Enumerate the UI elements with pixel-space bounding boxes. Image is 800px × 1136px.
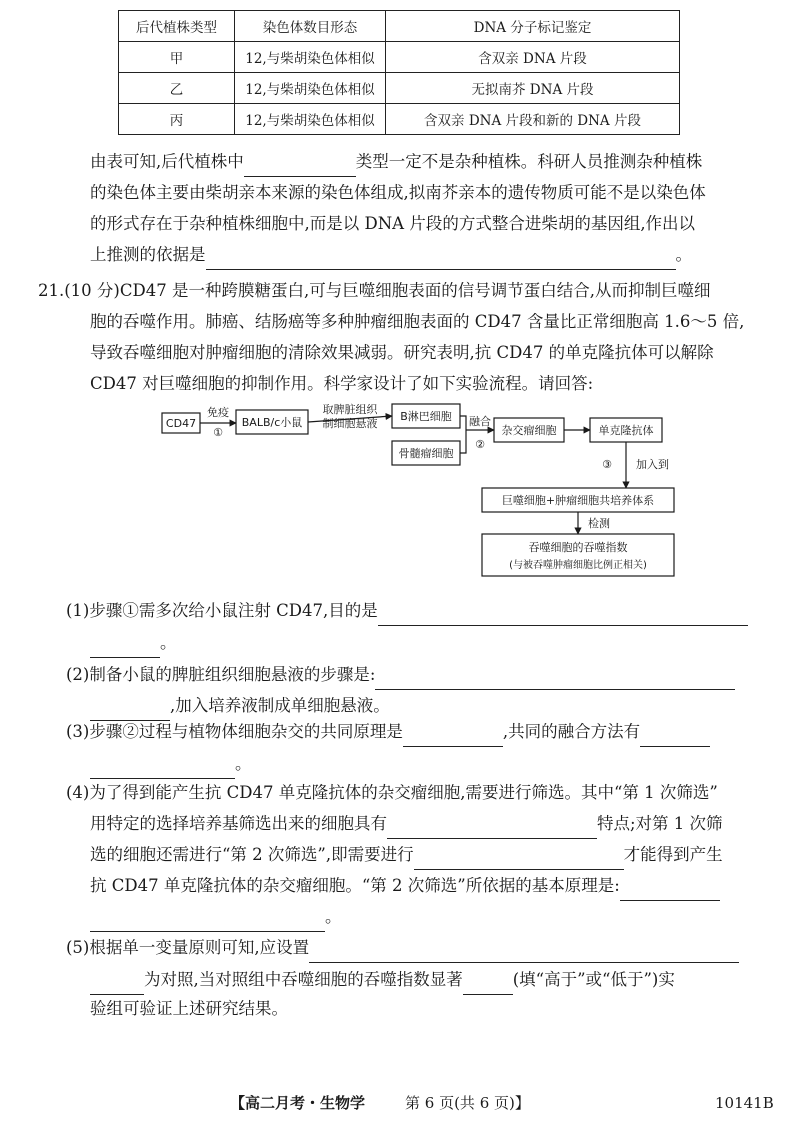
index-label-1: 吞噬细胞的吞噬指数 <box>528 541 628 554</box>
step-2-label: ② <box>475 438 485 451</box>
step-1-label: ① <box>213 426 223 439</box>
experiment-flow-diagram <box>160 398 680 584</box>
answer-blank[interactable] <box>206 249 676 270</box>
dna-marker-table <box>118 10 680 135</box>
q4-line-5: 。 <box>90 902 342 932</box>
q5-line-3: 验组可验证上述研究结果。 <box>90 999 288 1018</box>
q1-line-1: (1)步骤①需多次给小鼠注射 CD47,目的是 <box>66 596 748 626</box>
answer-blank[interactable] <box>463 974 513 995</box>
answer-blank[interactable] <box>387 818 597 839</box>
answer-blank[interactable] <box>403 726 503 747</box>
answer-blank[interactable] <box>90 637 160 658</box>
spleen-label-1: 取脾脏组织 <box>322 403 378 416</box>
q5-line-1: (5)根据单一变量原则可知,应设置 <box>66 933 739 963</box>
q2-line-1: (2)制备小鼠的脾脏组织细胞悬液的步骤是: <box>66 660 735 690</box>
spleen-label-2: 制细胞悬液 <box>322 417 378 430</box>
answer-blank[interactable] <box>378 605 748 626</box>
coculture-label: 巨噬细胞+肿瘤细胞共培养体系 <box>501 494 655 507</box>
answer-blank[interactable] <box>90 911 325 932</box>
fuse-label: 融合 <box>469 415 491 428</box>
q4-line-2: 用特定的选择培养基筛选出来的细胞具有 特点;对第 1 次筛 <box>90 809 723 839</box>
cd47-label: CD47 <box>165 417 197 430</box>
answer-blank[interactable] <box>309 942 739 963</box>
q4-line-4: 抗 CD47 单克隆抗体的杂交瘤细胞。“第 2 次筛选”所依据的基本原理是: <box>90 871 720 901</box>
index-label-2: (与被吞噬肿瘤细胞比例正相关) <box>509 560 647 571</box>
q21-intro-line-3: 导致吞噬细胞对肿瘤细胞的清除效果减弱。研究表明,抗 CD47 的单克隆抗体可以解除 <box>90 343 714 362</box>
q3-line-2: 。 <box>90 749 252 779</box>
footer-page: 第 6 页(共 6 页)】 <box>405 1094 530 1112</box>
addto-label: 加入到 <box>636 458 669 471</box>
table-header: 染色体数目形态 <box>235 11 386 42</box>
q20-line-4: 上推测的依据是 。 <box>90 240 692 270</box>
footer-title: 【高二月考・生物学 <box>230 1094 366 1112</box>
q4-line-1: (4)为了得到能产生抗 CD47 单克隆抗体的杂交瘤细胞,需要进行筛选。其中“第 1 次筛选” <box>66 783 718 802</box>
antibody-label: 单克隆抗体 <box>598 424 654 437</box>
table-cell: 甲 <box>119 42 235 73</box>
table-row <box>119 73 680 104</box>
table-cell: 含双亲 DNA 片段 <box>386 42 680 73</box>
table-row <box>119 42 680 73</box>
bcell-label: B淋巴细胞 <box>400 410 452 423</box>
mouse-label: BALB/c小鼠 <box>241 416 303 429</box>
myeloma-label: 骨髓瘤细胞 <box>398 447 454 460</box>
q2-line-2: ,加入培养液制成单细胞悬液。 <box>90 691 390 721</box>
q4-line-3: 选的细胞还需进行“第 2 次筛选”,即需要进行 才能得到产生 <box>90 840 723 870</box>
answer-blank[interactable] <box>244 156 356 177</box>
table-cell: 12,与柴胡染色体相似 <box>235 73 386 104</box>
q20-line-1: 由表可知,后代植株中 类型一定不是杂种植株。科研人员推测杂种植株 <box>90 147 702 177</box>
table-cell: 丙 <box>119 104 235 135</box>
table-cell: 12,与柴胡染色体相似 <box>235 42 386 73</box>
table-cell: 含双亲 DNA 片段和新的 DNA 片段 <box>386 104 680 135</box>
table-header: 后代植株类型 <box>119 11 235 42</box>
table-header: DNA 分子标记鉴定 <box>386 11 680 42</box>
answer-blank[interactable] <box>640 726 710 747</box>
q20-line-3: 的形式存在于杂种植株细胞中,而是以 DNA 片段的方式整合进柴胡的基因组,作出以 <box>90 214 696 233</box>
detect-label: 检测 <box>588 517 610 530</box>
step-3-label: ③ <box>602 458 612 471</box>
table-cell: 12,与柴胡染色体相似 <box>235 104 386 135</box>
answer-blank[interactable] <box>414 849 624 870</box>
footer-code: 10141B <box>715 1094 774 1112</box>
table-header-row <box>119 11 680 42</box>
q1-line-2: 。 <box>90 628 177 658</box>
hybridoma-label: 杂交瘤细胞 <box>501 424 557 437</box>
immunize-label: 免疫 <box>207 406 229 419</box>
answer-blank[interactable] <box>375 669 735 690</box>
q21-intro-line-2: 胞的吞噬作用。肺癌、结肠癌等多种肿瘤细胞表面的 CD47 含量比正常细胞高 1.6～5 倍, <box>90 312 745 331</box>
answer-blank[interactable] <box>620 880 720 901</box>
answer-blank[interactable] <box>90 974 144 995</box>
table-cell: 乙 <box>119 73 235 104</box>
fuse-bracket <box>460 416 466 453</box>
answer-blank[interactable] <box>90 758 235 779</box>
table-row <box>119 104 680 135</box>
table-cell: 无拟南芥 DNA 片段 <box>386 73 680 104</box>
q5-line-2: 为对照,当对照组中吞噬细胞的吞噬指数显著 (填“高于”或“低于”)实 <box>90 965 675 995</box>
q20-line-2: 的染色体主要由柴胡亲本来源的染色体组成,拟南芥亲本的遗传物质可能不是以染色体 <box>90 183 706 202</box>
q3-line-1: (3)步骤②过程与植物体细胞杂交的共同原理是 ,共同的融合方法有 <box>66 717 710 747</box>
q21-intro-line-1: 21.(10 分)CD47 是一种跨膜糖蛋白,可与巨噬细胞表面的信号调节蛋白结合,从而抑制巨噬细 <box>38 281 711 300</box>
q21-intro-line-4: CD47 对巨噬细胞的抑制作用。科学家设计了如下实验流程。请回答: <box>90 374 594 393</box>
